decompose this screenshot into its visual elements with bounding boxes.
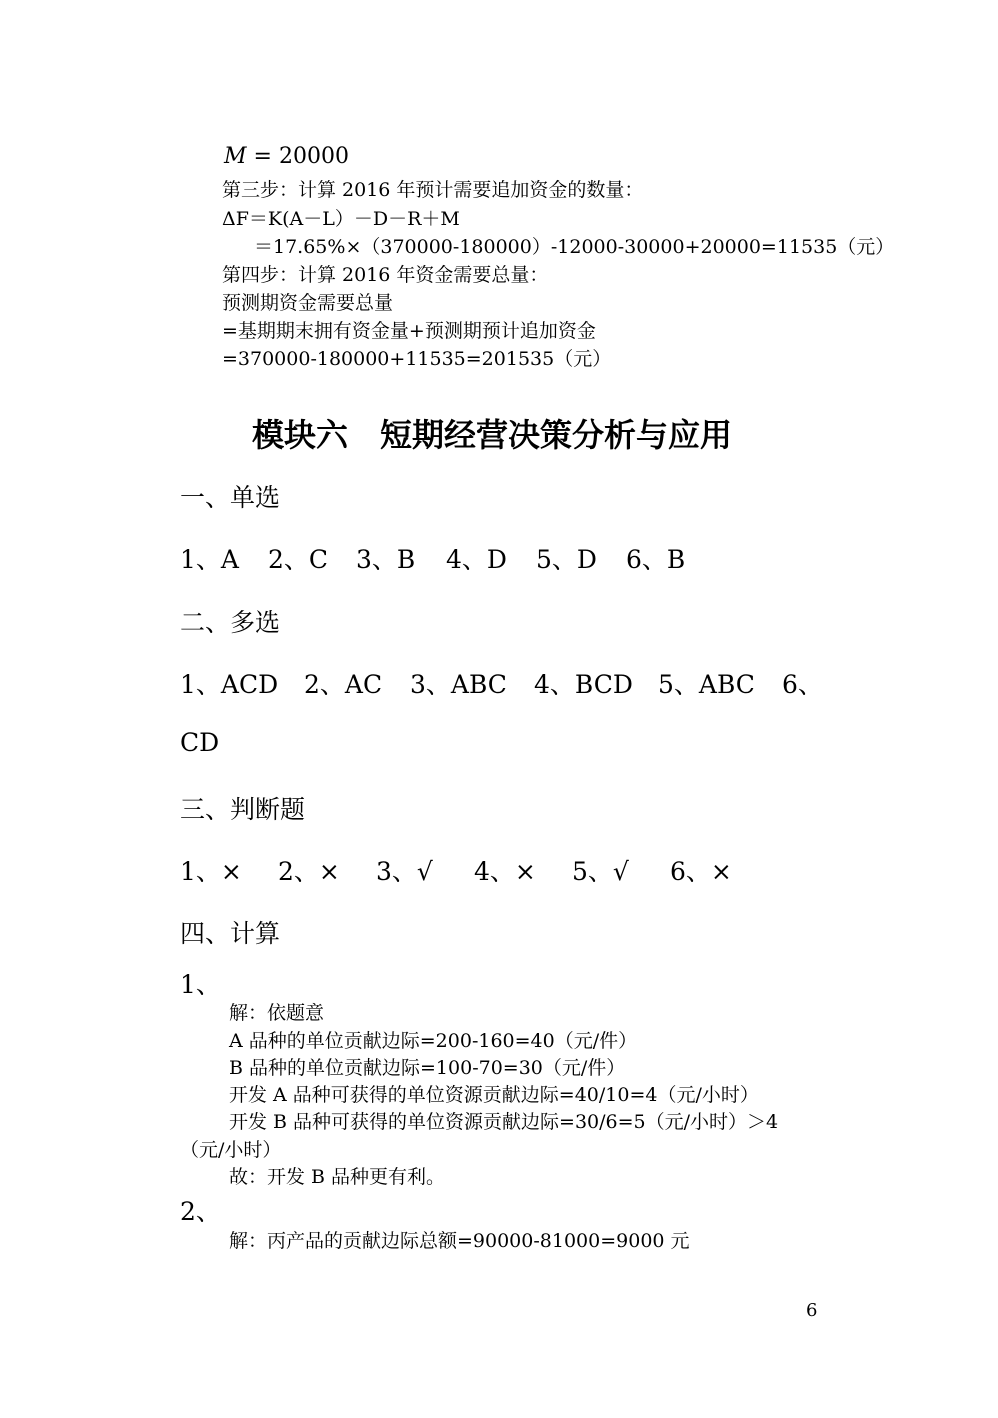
q1-line: 开发 B 品种可获得的单位资源贡献边际=30/6=5（元/小时）＞4: [229, 1111, 779, 1133]
answer-item: 6、: [782, 670, 823, 699]
module-title: 模块六 短期经营决策分析与应用: [252, 416, 733, 454]
total-eq-2: =370000-180000+11535=201535（元）: [222, 348, 612, 370]
total-label: 预测期资金需要总量: [222, 292, 394, 314]
answer-item: 4、D: [446, 545, 507, 574]
answer-item: 2、AC: [304, 670, 383, 699]
step3-text: 第三步：计算 2016 年预计需要追加资金的数量：: [222, 179, 644, 201]
answer-item: 2、C: [268, 545, 329, 574]
q1-line: 解：依题意: [229, 1002, 325, 1024]
q1-line: 开发 A 品种可获得的单位资源贡献边际=40/10=4（元/小时）: [229, 1084, 759, 1106]
m-equation: [224, 144, 349, 169]
answer-item: 2、×: [278, 857, 340, 886]
answer-item: 3、ABC: [410, 670, 507, 699]
heading-true-false: 三、判断题: [180, 795, 306, 824]
heading-calculation: 四、计算: [180, 919, 281, 948]
formula-line-1: ΔF＝K(A－L）－D－R＋M: [222, 208, 460, 230]
answer-item: 5、D: [536, 545, 597, 574]
formula-line-2: ＝17.65%×（370000-180000）-12000-30000+20000=11535（元）: [254, 236, 895, 258]
answer-item: 1、A: [180, 545, 239, 574]
multiple-choice-wrap: CD: [180, 728, 220, 757]
q1-line: 故：开发 B 品种更有利。: [229, 1166, 446, 1188]
answer-item: 3、√: [376, 857, 433, 886]
question-2-number: 2、: [180, 1197, 221, 1226]
answer-item: 6、B: [626, 545, 686, 574]
q1-line: B 品种的单位贡献边际=100-70=30（元/件）: [229, 1057, 626, 1079]
q1-line: A 品种的单位贡献边际=200-160=40（元/件）: [229, 1030, 638, 1052]
answer-item: 5、√: [572, 857, 629, 886]
m-value: = 20000: [246, 144, 349, 169]
page-number: 6: [806, 1300, 818, 1321]
answer-item: 6、×: [670, 857, 732, 886]
heading-multiple-choice: 二、多选: [180, 608, 281, 637]
q1-line: （元/小时）: [180, 1139, 282, 1161]
answer-item: 1、ACD: [180, 670, 279, 699]
answer-item: 4、×: [474, 857, 536, 886]
total-eq-1: =基期期末拥有资金量+预测期预计追加资金: [222, 320, 596, 342]
question-1-number: 1、: [180, 970, 221, 999]
answer-item: 5、ABC: [658, 670, 755, 699]
answer-item: 4、BCD: [534, 670, 633, 699]
answer-item: 1、×: [180, 857, 242, 886]
m-variable: M: [224, 144, 247, 169]
answer-item: 3、B: [356, 545, 416, 574]
step4-text: 第四步：计算 2016 年资金需要总量：: [222, 264, 549, 286]
q2-line: 解：丙产品的贡献边际总额=90000-81000=9000 元: [229, 1230, 690, 1252]
heading-single-choice: 一、单选: [180, 483, 281, 512]
